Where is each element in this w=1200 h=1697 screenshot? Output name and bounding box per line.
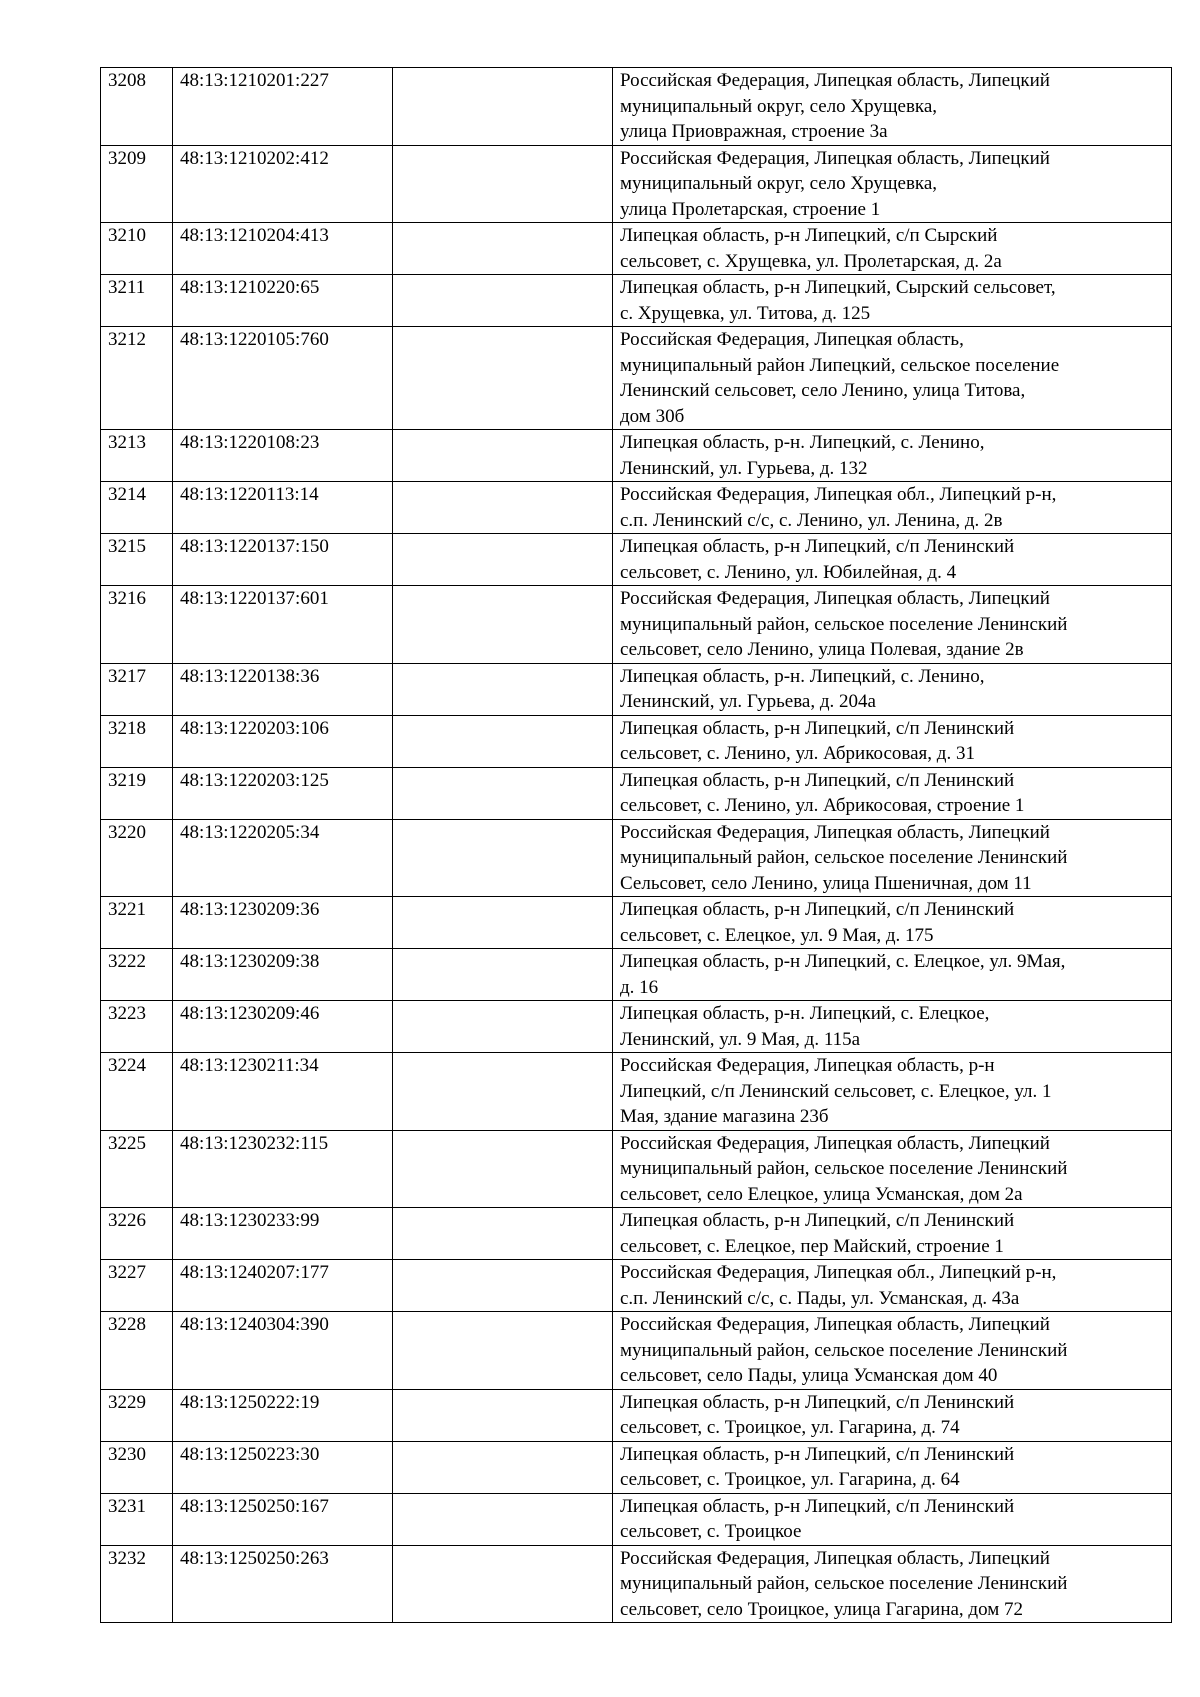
table-row <box>101 1130 1172 1208</box>
address-line: сельсовет, с. Елецкое, пер Майский, строение 1 <box>620 1235 1004 1257</box>
row-number: 3210 <box>101 223 173 275</box>
address-line: Липецкая область, р-н Липецкий, с/п Ленинский <box>620 899 1015 920</box>
address-line: муниципальный район, сельское поселение Ленинский <box>620 613 1068 635</box>
address-line: Липецкая область, р-н Липецкий, с/п Ленинский <box>620 1391 1015 1413</box>
address-line: Липецкая область, р-н Липецкий, с/п Сырский <box>620 225 998 246</box>
cadastral-number: 48:13:1210202:412 <box>173 145 393 223</box>
address-cell <box>613 1001 1172 1053</box>
table-row <box>101 586 1172 664</box>
address-cell <box>613 1053 1172 1131</box>
empty-cell <box>393 275 613 327</box>
row-number: 3217 <box>101 663 173 715</box>
address-line: Липецкая область, р-н Липецкий, Сырский сельсовет, <box>620 277 1056 298</box>
address-cell <box>613 663 1172 715</box>
cadastral-number: 48:13:1250223:30 <box>173 1441 393 1493</box>
table-row <box>101 430 1172 482</box>
address-cell <box>613 949 1172 1001</box>
cadastral-number: 48:13:1220203:106 <box>173 715 393 767</box>
address-cell <box>613 275 1172 327</box>
cadastral-number: 48:13:1240304:390 <box>173 1312 393 1390</box>
address-line: с.п. Ленинский с/с, с. Ленино, ул. Ленина, д. 2в <box>620 509 1003 531</box>
empty-cell <box>393 1312 613 1390</box>
address-line: сельсовет, с. Ленино, ул. Абрикосовая, строение 1 <box>620 795 1025 816</box>
empty-cell <box>393 663 613 715</box>
cadastral-number: 48:13:1210220:65 <box>173 275 393 327</box>
empty-cell <box>393 223 613 275</box>
address-line: муниципальный округ, село Хрущевка, <box>620 173 938 194</box>
cadastral-number: 48:13:1230211:34 <box>173 1053 393 1131</box>
table-row <box>101 1545 1172 1623</box>
address-line: Сельсовет, село Ленино, улица Пшеничная, дом 11 <box>620 872 1032 894</box>
address-line: Российская Федерация, Липецкая область, Липецкий <box>620 821 1050 843</box>
address-line: с.п. Ленинский с/с, с. Пады, ул. Усманская, д. 43а <box>620 1287 1020 1309</box>
row-number: 3211 <box>101 275 173 327</box>
table-row <box>101 1053 1172 1131</box>
empty-cell <box>393 586 613 664</box>
cadastral-number: 48:13:1210204:413 <box>173 223 393 275</box>
empty-cell <box>393 715 613 767</box>
table-row <box>101 482 1172 534</box>
table-row <box>101 145 1172 223</box>
table-row <box>101 715 1172 767</box>
empty-cell <box>393 767 613 819</box>
row-number: 3221 <box>101 897 173 949</box>
address-line: Российская Федерация, Липецкая обл., Липецкий р-н, <box>620 484 1057 505</box>
address-line: Мая, здание магазина 23б <box>620 1106 829 1127</box>
row-number: 3228 <box>101 1312 173 1390</box>
empty-cell <box>393 482 613 534</box>
empty-cell <box>393 1545 613 1623</box>
address-line: муниципальный район, сельское поселение Ленинский <box>620 1573 1068 1594</box>
cadastral-number: 48:13:1250250:263 <box>173 1545 393 1623</box>
table-row <box>101 1389 1172 1441</box>
address-line: Российская Федерация, Липецкая область, Липецкий <box>620 1132 1050 1154</box>
cadastral-number: 48:13:1230209:46 <box>173 1001 393 1053</box>
empty-cell <box>393 68 613 146</box>
table-row <box>101 897 1172 949</box>
address-line: Ленинский, ул. 9 Мая, д. 115а <box>620 1028 861 1050</box>
address-cell <box>613 68 1172 146</box>
address-line: Ленинский, ул. Гурьева, д. 204а <box>620 691 876 712</box>
address-line: сельсовет, с. Троицкое <box>620 1521 802 1542</box>
empty-cell <box>393 1208 613 1260</box>
table-row <box>101 1312 1172 1390</box>
row-number: 3208 <box>101 68 173 146</box>
address-cell <box>613 534 1172 586</box>
address-line: Липецкая область, р-н Липецкий, с/п Ленинский <box>620 769 1015 791</box>
address-line: Российская Федерация, Липецкая область, р-н <box>620 1055 995 1076</box>
address-line: сельсовет, с. Троицкое, ул. Гагарина, д. 64 <box>620 1469 960 1490</box>
address-line: Липецкая область, р-н Липецкий, с/п Ленинский <box>620 1495 1015 1517</box>
table-row <box>101 68 1172 146</box>
empty-cell <box>393 949 613 1001</box>
row-number: 3227 <box>101 1260 173 1312</box>
table-row <box>101 534 1172 586</box>
row-number: 3209 <box>101 145 173 223</box>
row-number: 3218 <box>101 715 173 767</box>
table-row <box>101 663 1172 715</box>
table-row <box>101 1441 1172 1493</box>
address-cell <box>613 586 1172 664</box>
empty-cell <box>393 1389 613 1441</box>
address-cell <box>613 1312 1172 1390</box>
address-line: Липецкая область, р-н Липецкий, с/п Ленинский <box>620 717 1015 739</box>
address-line: улица Приовражная, строение 3а <box>620 121 888 142</box>
row-number: 3223 <box>101 1001 173 1053</box>
address-cell <box>613 1493 1172 1545</box>
cadastral-number: 48:13:1230209:38 <box>173 949 393 1001</box>
row-number: 3231 <box>101 1493 173 1545</box>
row-number: 3222 <box>101 949 173 1001</box>
address-cell <box>613 1260 1172 1312</box>
row-number: 3226 <box>101 1208 173 1260</box>
empty-cell <box>393 1441 613 1493</box>
row-number: 3220 <box>101 819 173 897</box>
address-line: Липецкая область, р-н. Липецкий, с. Ленино, <box>620 665 985 687</box>
address-line: муниципальный район Липецкий, сельское поселение <box>620 354 1060 376</box>
address-line: сельсовет, село Ленино, улица Полевая, здание 2в <box>620 639 1024 660</box>
row-number: 3232 <box>101 1545 173 1623</box>
address-line: с. Хрущевка, ул. Титова, д. 125 <box>620 302 871 324</box>
address-cell <box>613 1441 1172 1493</box>
address-line: Российская Федерация, Липецкая область, Липецкий <box>620 588 1050 609</box>
address-line: муниципальный район, сельское поселение Ленинский <box>620 847 1068 868</box>
cadastral-number: 48:13:1250222:19 <box>173 1389 393 1441</box>
empty-cell <box>393 897 613 949</box>
empty-cell <box>393 327 613 430</box>
address-line: Ленинский сельсовет, село Ленино, улица Титова, <box>620 380 1026 401</box>
empty-cell <box>393 430 613 482</box>
table-body <box>101 68 1172 1623</box>
address-line: Липецкая область, р-н. Липецкий, с. Елецкое, <box>620 1003 990 1024</box>
cadastral-number: 48:13:1220137:150 <box>173 534 393 586</box>
empty-cell <box>393 819 613 897</box>
address-cell <box>613 327 1172 430</box>
cadastral-number: 48:13:1210201:227 <box>173 68 393 146</box>
table-row <box>101 223 1172 275</box>
row-number: 3224 <box>101 1053 173 1131</box>
row-number: 3213 <box>101 430 173 482</box>
row-number: 3225 <box>101 1130 173 1208</box>
row-number: 3230 <box>101 1441 173 1493</box>
address-cell <box>613 819 1172 897</box>
address-line: сельсовет, с. Троицкое, ул. Гагарина, д. 74 <box>620 1417 960 1438</box>
address-cell <box>613 767 1172 819</box>
cadastral-number: 48:13:1220137:601 <box>173 586 393 664</box>
cadastral-number: 48:13:1220108:23 <box>173 430 393 482</box>
row-number: 3219 <box>101 767 173 819</box>
address-line: улица Пролетарская, строение 1 <box>620 198 881 220</box>
empty-cell <box>393 1260 613 1312</box>
address-line: Российская Федерация, Липецкая область, Липецкий <box>620 147 1050 169</box>
address-cell <box>613 1545 1172 1623</box>
address-line: Липецкая область, р-н. Липецкий, с. Ленино, <box>620 432 985 453</box>
address-line: сельсовет, село Троицкое, улица Гагарина, дом 72 <box>620 1598 1024 1620</box>
cadastral-number: 48:13:1230233:99 <box>173 1208 393 1260</box>
table-row <box>101 1208 1172 1260</box>
address-cell <box>613 145 1172 223</box>
address-cell <box>613 430 1172 482</box>
cadastral-number: 48:13:1220138:36 <box>173 663 393 715</box>
empty-cell <box>393 1053 613 1131</box>
row-number: 3212 <box>101 327 173 430</box>
cadastral-number: 48:13:1240207:177 <box>173 1260 393 1312</box>
address-cell <box>613 1208 1172 1260</box>
address-cell <box>613 1130 1172 1208</box>
cadastral-number: 48:13:1220105:760 <box>173 327 393 430</box>
empty-cell <box>393 1493 613 1545</box>
address-line: Российская Федерация, Липецкая область, <box>620 329 964 350</box>
address-line: муниципальный округ, село Хрущевка, <box>620 95 938 117</box>
address-cell <box>613 482 1172 534</box>
cadastral-number: 48:13:1230209:36 <box>173 897 393 949</box>
address-line: муниципальный район, сельское поселение Ленинский <box>620 1158 1068 1179</box>
address-line: Липецкая область, р-н Липецкий, с. Елецкое, ул. 9Мая, <box>620 951 1066 972</box>
cadastral-number: 48:13:1220113:14 <box>173 482 393 534</box>
cadastral-number: 48:13:1250250:167 <box>173 1493 393 1545</box>
table-row <box>101 327 1172 430</box>
address-cell <box>613 223 1172 275</box>
address-line: сельсовет, с. Елецкое, ул. 9 Мая, д. 175 <box>620 924 934 946</box>
empty-cell <box>393 1001 613 1053</box>
address-cell <box>613 897 1172 949</box>
address-line: Российская Федерация, Липецкая область, Липецкий <box>620 70 1050 91</box>
table-row <box>101 819 1172 897</box>
address-line: Липецкая область, р-н Липецкий, с/п Ленинский <box>620 1210 1015 1231</box>
table-row <box>101 275 1172 327</box>
address-line: Ленинский, ул. Гурьева, д. 132 <box>620 457 868 479</box>
cadastral-number: 48:13:1220203:125 <box>173 767 393 819</box>
cadastral-number: 48:13:1230232:115 <box>173 1130 393 1208</box>
table-row <box>101 949 1172 1001</box>
address-line: сельсовет, с. Ленино, ул. Абрикосовая, д. 31 <box>620 743 975 764</box>
address-cell <box>613 715 1172 767</box>
table-row <box>101 1001 1172 1053</box>
address-line: дом 30б <box>620 405 685 427</box>
address-cell <box>613 1389 1172 1441</box>
address-line: сельсовет, село Пады, улица Усманская дом 40 <box>620 1365 998 1386</box>
address-line: Российская Федерация, Липецкая область, Липецкий <box>620 1547 1050 1569</box>
address-line: муниципальный район, сельское поселение Ленинский <box>620 1339 1068 1361</box>
row-number: 3216 <box>101 586 173 664</box>
address-line: сельсовет, село Елецкое, улица Усманская, дом 2а <box>620 1183 1023 1205</box>
table-row <box>101 1493 1172 1545</box>
table-row <box>101 767 1172 819</box>
address-line: сельсовет, с. Ленино, ул. Юбилейная, д. 4 <box>620 561 957 583</box>
empty-cell <box>393 145 613 223</box>
address-line: д. 16 <box>620 976 659 998</box>
address-line: Российская Федерация, Липецкая область, Липецкий <box>620 1314 1050 1335</box>
address-line: Российская Федерация, Липецкая обл., Липецкий р-н, <box>620 1262 1057 1283</box>
row-number: 3214 <box>101 482 173 534</box>
address-line: Липецкая область, р-н Липецкий, с/п Ленинский <box>620 1443 1015 1465</box>
table-row <box>101 1260 1172 1312</box>
row-number: 3229 <box>101 1389 173 1441</box>
address-line: Липецкая область, р-н Липецкий, с/п Ленинский <box>620 536 1015 557</box>
empty-cell <box>393 534 613 586</box>
address-line: Липецкий, с/п Ленинский сельсовет, с. Елецкое, ул. 1 <box>620 1080 1052 1102</box>
property-table <box>100 67 1172 1623</box>
empty-cell <box>393 1130 613 1208</box>
address-line: сельсовет, с. Хрущевка, ул. Пролетарская, д. 2а <box>620 250 1002 272</box>
row-number: 3215 <box>101 534 173 586</box>
cadastral-number: 48:13:1220205:34 <box>173 819 393 897</box>
